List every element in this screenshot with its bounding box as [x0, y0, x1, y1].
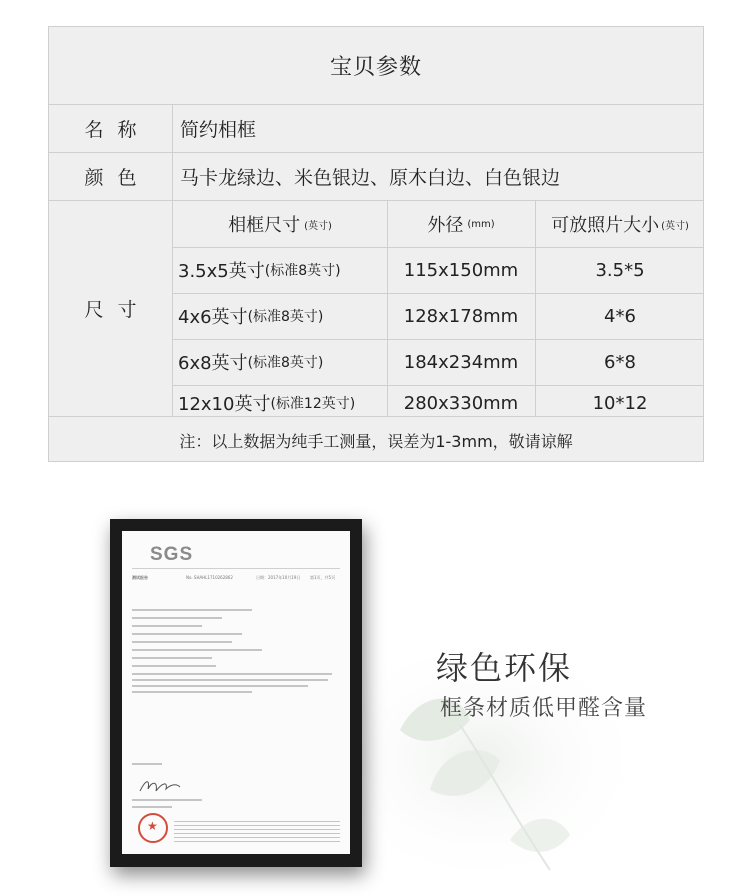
size-grid	[173, 201, 703, 416]
photo-size: 3.5*5	[595, 259, 645, 281]
table-row	[178, 293, 387, 339]
certificate-paper	[122, 531, 350, 854]
header-frame-size	[173, 201, 387, 247]
header-photo-size-unit: (英寸)	[661, 220, 689, 232]
eco-title: 绿色环保	[436, 649, 573, 687]
eco-subtitle: 框条材质低甲醛含量	[440, 696, 648, 721]
color-label: 颜色	[49, 153, 173, 200]
name-label: 名称	[49, 105, 173, 152]
color-row	[49, 153, 703, 201]
photo-size: 6*8	[604, 351, 636, 373]
header-outer-size-main: 外径	[427, 215, 464, 236]
doc-title: 测试报告	[132, 575, 148, 580]
doc-text-line	[132, 657, 212, 659]
doc-text-line	[132, 806, 172, 808]
doc-text-line	[174, 841, 340, 842]
frame-size: 4x6英寸	[178, 307, 248, 328]
doc-text-line	[132, 617, 222, 619]
color-value: 马卡龙绿边、米色银边、原木白边、白色银边	[180, 167, 561, 189]
standard-size: (标准12英寸)	[270, 396, 356, 412]
size-row	[49, 201, 703, 417]
doc-text-line	[132, 799, 202, 801]
name-row	[49, 105, 703, 153]
standard-size: (标准8英寸)	[247, 355, 324, 371]
doc-text-line	[174, 829, 340, 830]
doc-text-line	[132, 673, 332, 675]
doc-text-line	[132, 641, 232, 643]
signature	[138, 775, 182, 797]
photo-size: 4*6	[604, 305, 636, 327]
doc-text-line	[132, 679, 328, 681]
frame-size: 12x10英寸	[178, 394, 271, 415]
size-label: 尺寸	[49, 201, 173, 416]
spec-table	[48, 26, 704, 462]
doc-text-line	[132, 685, 308, 687]
doc-text-line	[132, 763, 162, 765]
standard-size: (标准8英寸)	[247, 309, 324, 325]
doc-text-line	[174, 821, 340, 822]
header-frame-size-unit: (英寸)	[304, 220, 332, 232]
frame-size: 3.5x5英寸	[178, 261, 265, 282]
report-page: 第1页，共5页	[310, 575, 336, 580]
outer-size: 115x150mm	[403, 259, 519, 281]
doc-text-line	[132, 665, 216, 667]
frame-size: 6x8英寸	[178, 353, 248, 374]
doc-text-line	[174, 825, 340, 826]
header-frame-size-main: 相框尺寸	[228, 215, 301, 236]
standard-size: (标准8英寸)	[264, 263, 341, 279]
header-photo-size	[535, 201, 705, 247]
doc-text-line	[132, 609, 252, 611]
table-title: 宝贝参数	[49, 27, 703, 105]
table-row	[178, 339, 387, 385]
outer-size: 128x178mm	[403, 305, 519, 327]
outer-size: 280x330mm	[403, 392, 519, 414]
header-outer-size-unit: (mm)	[467, 218, 495, 230]
doc-text-line	[132, 625, 202, 627]
doc-text-line	[132, 691, 252, 693]
doc-text-line	[132, 649, 262, 651]
sgs-logo: SGS	[150, 544, 194, 565]
photo-size: 10*12	[592, 392, 648, 414]
header-photo-size-main: 可放照片大小	[551, 215, 660, 236]
header-divider	[132, 568, 340, 569]
name-value: 简约相框	[180, 119, 257, 141]
header-outer-size	[387, 201, 535, 247]
report-date: 日期：2017年10月19日	[256, 575, 301, 580]
doc-text-line	[174, 833, 340, 834]
report-number: No. SHAHL1710262862	[186, 575, 233, 580]
table-note: 注：以上数据为纯手工测量，误差为1-3mm，敬请谅解	[179, 431, 573, 451]
certificate-frame	[110, 519, 362, 867]
table-row	[178, 247, 387, 293]
doc-text-line	[132, 633, 242, 635]
doc-text-line	[174, 837, 340, 838]
outer-size: 184x234mm	[403, 351, 519, 373]
certification-stamp	[138, 813, 168, 843]
star-icon: ★	[147, 819, 158, 833]
table-row	[178, 385, 387, 417]
